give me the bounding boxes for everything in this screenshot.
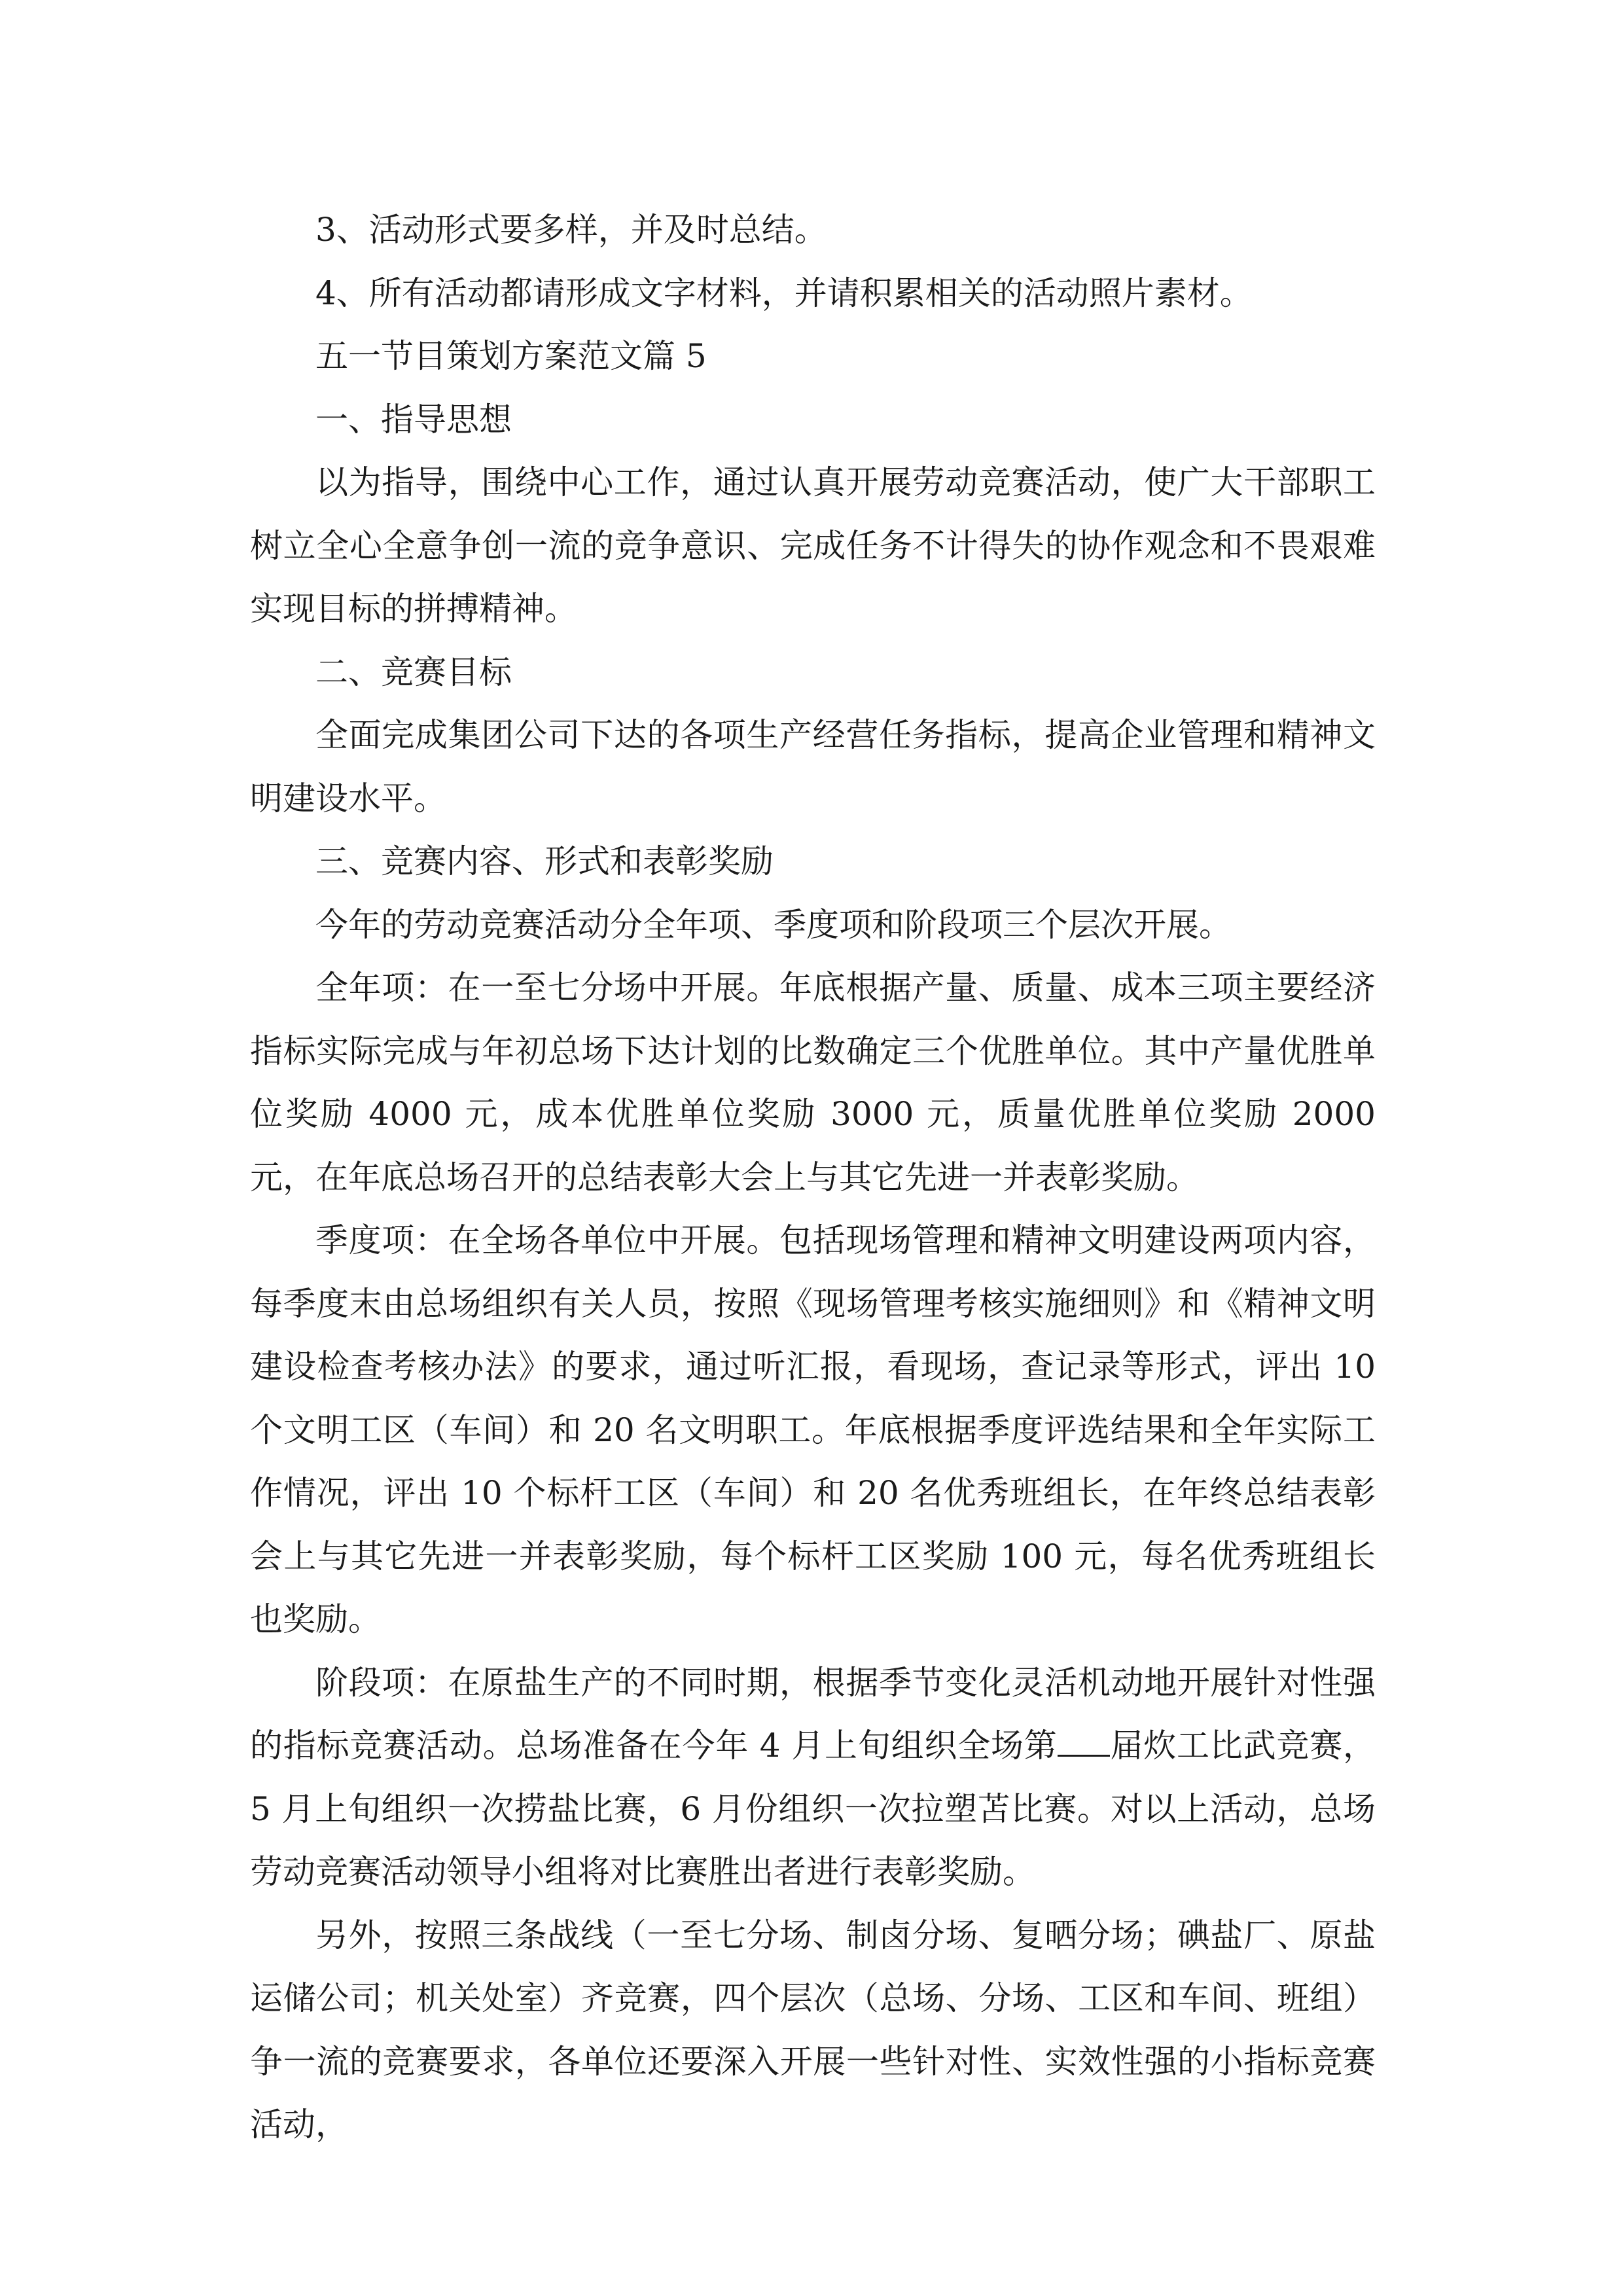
blank-underline xyxy=(1058,1729,1110,1757)
paragraph-quarterly-item: 季度项：在全场各单位中开展。包括现场管理和精神文明建设两项内容，每季度末由总场组织有关人员，按照《现场管理考核实施细则》和《精神文明建设检查考核办法》的要求，通过听汇报，看现场，查记录等形式，评出 10 个文明工区（车间）和 20 名文明职工。年底根据季度评选结果和全年实际工作情况，评出 10 个标杆工区（车间）和 20 名优秀班组长，在年终总结表彰会上与其它先进一并表彰奖励，每个标杆工区奖励 100 元，每名优秀班组长也奖励。 xyxy=(250,1221,1376,1638)
paragraph-guiding-ideology: 以为指导，围绕中心工作，通过认真开展劳动竞赛活动，使广大干部职工树立全心全意争创一流的竞争意识、完成任务不计得失的协作观念和不畏艰难实现目标的拼搏精神。 xyxy=(250,463,1376,628)
heading-competition-content: 三、竞赛内容、形式和表彰奖励 xyxy=(315,842,774,880)
stage-text-after: 届炊工比武竞赛，5 月上旬组织一次捞盐比赛，6 月份组织一次拉塑苫比赛。对以上活动，总场劳动竞赛活动领导小组将对比赛胜出者进行表彰奖励。 xyxy=(250,1727,1376,1891)
paragraph-additional: 另外，按照三条战线（一至七分场、制卤分场、复晒分场；碘盐厂、原盐运储公司；机关处室）齐竞赛，四个层次（总场、分场、工区和车间、班组）争一流的竞赛要求，各单位还要深入开展一些针对性、实效性强的小指标竞赛活动， xyxy=(250,1916,1376,2144)
paragraph-stage-item xyxy=(250,1651,1376,1904)
paragraph-competition-levels: 今年的劳动竞赛活动分全年项、季度项和阶段项三个层次开展。 xyxy=(315,905,1232,944)
list-item-3: 3、活动形式要多样，并及时总结。 xyxy=(315,211,827,249)
stage-text-before: 阶段项：在原盐生产的不同时期，根据季节变化灵活机动地开展针对性强的指标竞赛活动。总场准备在今年 4 月上旬组织全场第 xyxy=(250,1663,1376,1765)
list-item-4: 4、所有活动都请形成文字材料，并请积累相关的活动照片素材。 xyxy=(315,274,1253,312)
heading-guiding-ideology: 一、指导思想 xyxy=(315,400,512,439)
section-title: 五一节目策划方案范文篇 5 xyxy=(315,337,707,375)
paragraph-annual-item: 全年项：在一至七分场中开展。年底根据产量、质量、成本三项主要经济指标实际完成与年初总场下达计划的比数确定三个优胜单位。其中产量优胜单位奖励 4000 元，成本优胜单位奖励 3000 元，质量优胜单位奖励 2000 元，在年底总场召开的总结表彰大会上与其它先进一并表彰奖励。 xyxy=(250,969,1376,1196)
document-body xyxy=(250,198,1376,2157)
paragraph-competition-goal: 全面完成集团公司下达的各项生产经营任务指标，提高企业管理和精神文明建设水平。 xyxy=(250,716,1376,817)
heading-competition-goal: 二、竞赛目标 xyxy=(315,653,512,691)
